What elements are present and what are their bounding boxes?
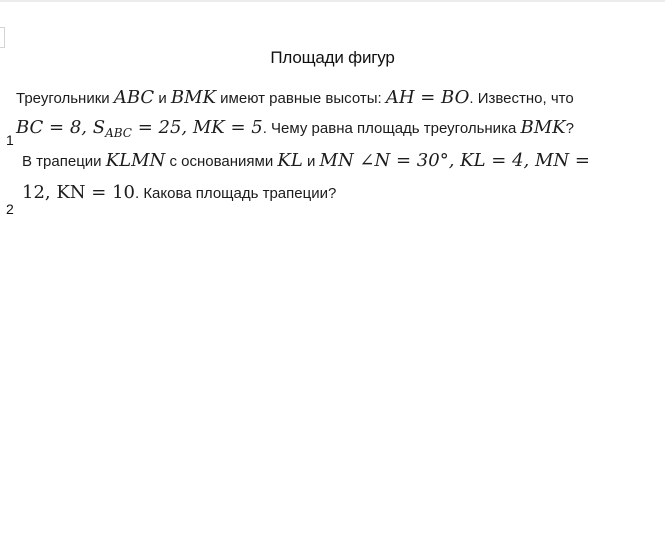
- page-title: Площади фигур: [270, 48, 395, 67]
- math-klmn: KLMN: [105, 150, 166, 171]
- math-conditions: MN ∠N = 30°, KL = 4, MN =: [319, 150, 590, 171]
- margin-marker: [0, 27, 5, 48]
- math-bmk: BMK: [520, 117, 566, 138]
- problem-2-line-1: В трапеции KLMN с основаниями KL и MN ∠N = 30°, KL = 4, MN =: [22, 150, 590, 171]
- math-kl: KL: [277, 150, 303, 171]
- problem-number: 1: [6, 132, 14, 148]
- math-abc: ABC: [113, 87, 155, 108]
- top-border: [0, 0, 665, 2]
- math-bmk: BMK: [170, 87, 217, 108]
- problem-number: 2: [6, 201, 14, 217]
- problem-1-line-2: BC = 8, $S_{ABC} = 25$, MK = 5. Чему равна площадь треугольника BMK?: [16, 117, 574, 140]
- math-ah-bo: AH = BO: [385, 87, 470, 108]
- problem-1-line-1: Треугольники ABC и BMK имеют равные высоты: AH = BO. Известно, что: [16, 87, 574, 108]
- problem-2-line-2: 12, KN = 10. Какова площадь трапеции?: [22, 182, 337, 203]
